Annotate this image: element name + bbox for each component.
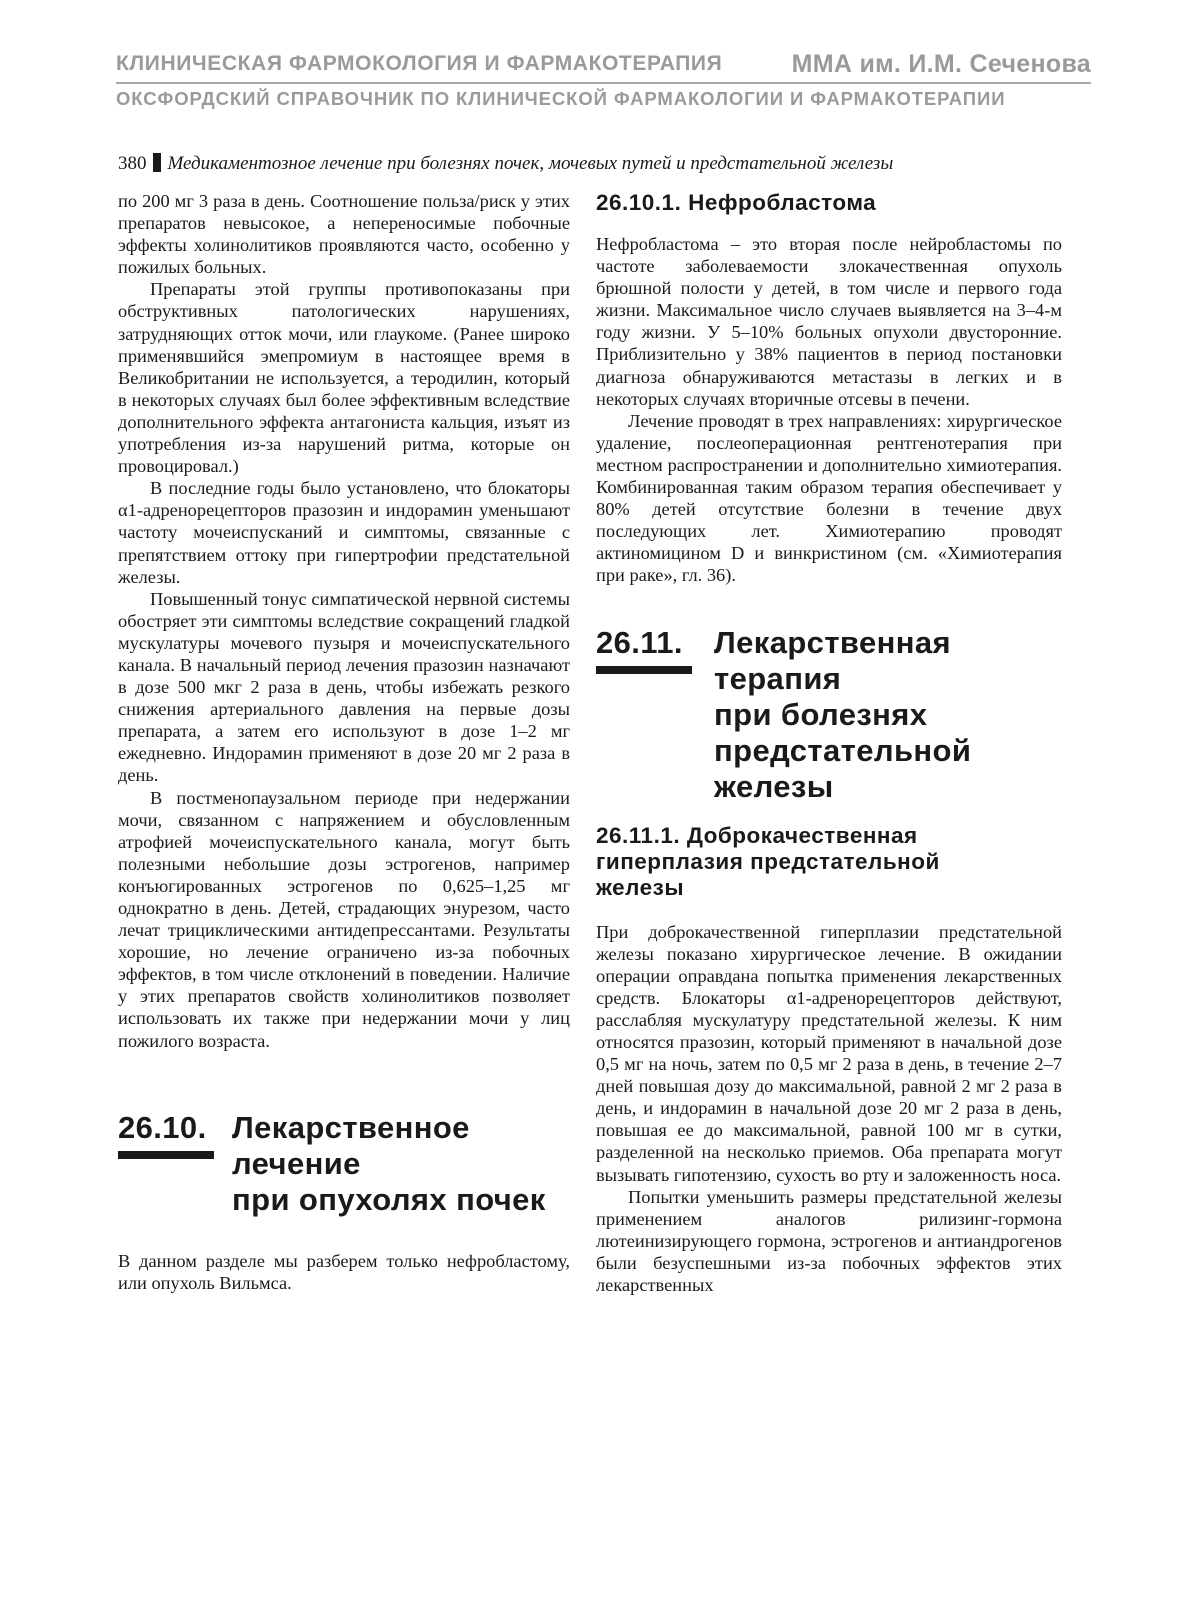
section-number-26-11: 26.11. [596,624,683,660]
nephro-paragraph-2: Лечение проводят в трех направлениях: хирургическое удаление, послеоперационная рентгенотерапия при местном распространении и дополнительно химиотерапия. Комбинированная таким образом терапия обеспечивает у 80% детей отсутствие болезни в течение двух последующих лет. Химиотерапию проводят актиномицином D и винкристином (см. «Химиотерапия при раке», гл. 36). [596,410,1062,586]
section-title-26-11: Лекарственная терапия при болезнях предстательной железы [714,624,972,804]
nephro-paragraph-1: Нефробластома – это вторая после нейробластомы по частоте заболеваемости злокачественная опухоль брюшной полости у детей, в том числе и первого года жизни. Максимальное число случаев выявляется на 3–4-м году жизни. У 5–10% больных опухоли двусторонние. Приблизительно у 38% пациентов в период постановки диагноза обнаруживаются метастазы в легких и в некоторых случаях вторичные отсевы в печени. [596,234,1062,409]
page-number: 380 [118,153,147,174]
header-right-text: ММА им. И.М. Сеченова [791,50,1091,78]
running-header [116,52,1091,84]
running-head-title: Медикаментозное лечение при болезнях почек, мочевых путей и предстательной железы [167,153,894,174]
section-heading-bar [118,1151,214,1159]
header-left-text: КЛИНИЧЕСКАЯ ФАРМОКОЛОГИЯ И ФАРМАКОТЕРАПИЯ [116,52,723,75]
left-paragraph-5: В постменопаузальном периоде при недержании мочи, связанном с напряжением и обусловленным атрофией мочеиспускательного канала, могут быть полезными небольшие дозы эстрогенов, например конъюгированных эстрогенов по 0,625–1,25 мг однократно в день. Детей, страдающих энурезом, часто лечат трициклическими антидепрессантами. Результаты хорошие, но лечение ограничено из-за побочных эффектов, в том числе отклонений в поведении. Наличие у этих препаратов свойств холинолитиков позволяет использовать их также при недержании мочи у лиц пожилого возраста. [118,787,570,1051]
section-title-26-10: Лекарственное лечение при опухолях почек [232,1109,546,1217]
section-number-26-10: 26.10. [118,1109,207,1145]
section-heading-26-11 [596,625,1062,805]
bph-paragraph-2: Попытки уменьшить размеры предстательной железы применением аналогов рилизинг-гормона лютеинизирующего гормона, эстрогенов и антиандрогенов были безуспешными из-за побочных эффектов этих лекарственных [596,1186,1062,1295]
left-paragraph-1: по 200 мг 3 раза в день. Соотношение польза/риск у этих препаратов невысокое, а непереносимые побочные эффекты холинолитиков проявляются часто, особенно у пожилых больных. [118,191,570,278]
right-column [596,190,1062,1296]
section-heading-26-10 [118,1110,570,1236]
running-head-mark [153,153,161,172]
left-paragraph-2: Препараты этой группы противопоказаны при обструктивных патологических нарушениях, затрудняющих отток мочи, или глаукоме. (Ранее широко применявшийся эмепромиум в настоящее время в Великобритании не используется, а теродилин, который в некоторых случаях был более эффективным вследствие дополнительного эффекта антагониста кальция, изъят из употребления из-за нарушений ритма, которые он провоцировал.) [118,279,570,477]
left-paragraph-4: Повышенный тонус симпатической нервной системы обостряет эти симптомы вследствие сокращений гладкой мускулатуры мочевого пузыря и мочеиспускательного канала. В начальный период лечения празозин назначают в дозе 500 мкг 2 раза в день, чтобы избежать резкого снижения артериального давления на первые дозы препарата, а затем его используют в дозе 1–2 мг ежедневно. Индорамин применяют в дозе 20 мг 2 раза в день. [118,588,570,786]
section-26-10-intro: В данном разделе мы разберем только нефробластому, или опухоль Вильмса. [118,1250,570,1293]
header-subtitle: ОКСФОРДСКИЙ СПРАВОЧНИК ПО КЛИНИЧЕСКОЙ ФАРМАКОЛОГИИ И ФАРМАКОТЕРАПИИ [116,88,1006,109]
subsection-heading-26-10-1: 26.10.1. Нефробластома [596,190,877,215]
header-rule [116,82,1091,84]
running-head [118,153,893,175]
subsection-heading-26-11-1: 26.11.1. Доброкачественная гиперплазия предстательной железы [596,822,940,900]
bph-paragraph-1: При доброкачественной гиперплазии предстательной железы показано хирургическое лечение. В ожидании операции оправдана попытка применения лекарственных средств. Блокаторы α1-адренорецепторов действуют, расслабляя мускулатуру предстательной железы. К ним относятся празозин, который применяют в начальной дозе 0,5 мг на ночь, затем по 0,5 мг 2 раза в день, в течение 2–7 дней повышая дозу до максимальной, равной 2 мг 2 раза в день, и индорамин в начальной дозе 20 мг 2 раза в день, повышая ее до максимальной, равной 100 мг в сутки, разделенной на несколько приемов. Оба препарата могут вызывать гипотензию, сухость во рту и заложенность носа. [596,921,1062,1185]
left-paragraph-3: В последние годы было установлено, что блокаторы α1-адренорецепторов празозин и индорамин уменьшают частоту мочеиспусканий и симптомы, связанные с препятствием оттоку при гипертрофии предстательной железы. [118,478,570,587]
section-heading-bar [596,666,692,674]
left-column [118,190,570,1294]
